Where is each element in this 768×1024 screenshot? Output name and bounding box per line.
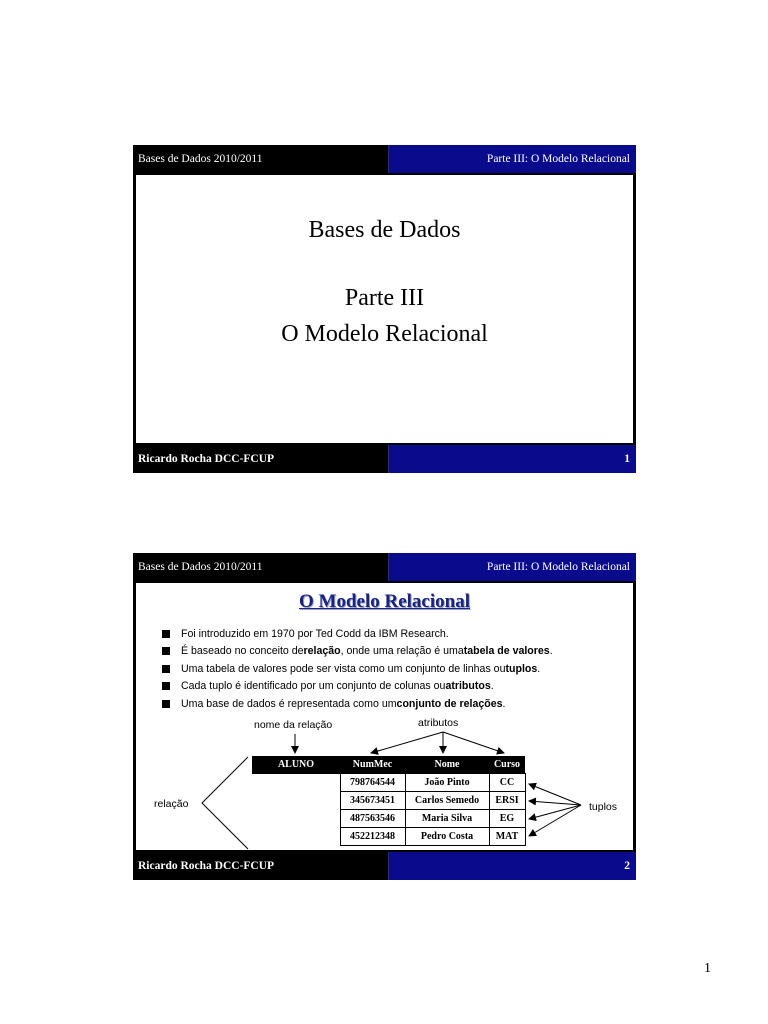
author-label: Ricardo Rocha DCC-FCUP — [133, 852, 388, 880]
course-label: Bases de Dados 2010/2011 — [133, 553, 388, 581]
slide-body — [136, 175, 633, 443]
table-cell: 487563546 — [340, 810, 405, 828]
part-label: Parte III: O Modelo Relacional — [388, 553, 636, 581]
bullet-item: Uma base de dados é representada como um conjunto de relações . — [162, 695, 553, 713]
column-header: NumMec — [340, 756, 405, 774]
slide-title: Bases de Dados — [308, 217, 461, 243]
table-cell: João Pinto — [405, 774, 489, 792]
attributes-label: atributos — [418, 717, 459, 729]
aluno-table — [252, 756, 526, 846]
slide-title: O Modelo Relacional — [299, 591, 470, 612]
slide-subtitle-topic: O Modelo Relacional — [281, 321, 488, 347]
bullet-item: Cada tuplo é identificado por um conjunto de colunas ou atributos . — [162, 678, 553, 696]
attribute-arrow — [443, 732, 504, 753]
tuple-arrow — [529, 805, 581, 836]
bullet-item: É baseado no conceito de relação , onde uma relação é uma tabela de valores . — [162, 643, 553, 661]
relation-bracket — [202, 757, 248, 849]
table-cell: Carlos Semedo — [405, 792, 489, 810]
table-cell: 345673451 — [340, 792, 405, 810]
tuple-arrow — [529, 805, 581, 819]
table-row — [252, 828, 525, 846]
relation-label: relação — [154, 798, 189, 810]
bullet-item: Uma tabela de valores pode ser vista como um conjunto de linhas ou tuplos . — [162, 660, 553, 678]
slide-header — [133, 145, 636, 173]
table-cell: EG — [489, 810, 525, 828]
tuples-label: tuplos — [589, 801, 618, 813]
bullet-item: Foi introduzido em 1970 por Ted Codd da IBM Research. — [162, 625, 553, 643]
slide-2 — [133, 553, 636, 880]
column-header: Nome — [405, 756, 489, 774]
table-cell: Pedro Costa — [405, 828, 489, 846]
attribute-arrow — [371, 732, 443, 753]
table-row — [252, 774, 525, 792]
slide-subtitle-part: Parte III — [344, 285, 425, 311]
author-label: Ricardo Rocha DCC-FCUP — [133, 445, 388, 473]
course-label: Bases de Dados 2010/2011 — [133, 145, 388, 173]
slide-number: 1 — [388, 445, 636, 473]
column-header: Curso — [489, 756, 525, 774]
table-name-cell: ALUNO — [252, 756, 340, 774]
table-row — [252, 810, 525, 828]
table-cell: Maria Silva — [405, 810, 489, 828]
table-cell: CC — [489, 774, 525, 792]
table-cell: 798764544 — [340, 774, 405, 792]
table-row — [252, 792, 525, 810]
slide-number: 2 — [388, 852, 636, 880]
table-header-row — [252, 756, 525, 774]
slide-footer — [133, 852, 636, 880]
slide-body — [136, 583, 633, 850]
slide-header — [133, 553, 636, 581]
relation-name-label: nome da relação — [254, 719, 333, 731]
table-cell: 452212348 — [340, 828, 405, 846]
slide-footer — [133, 445, 636, 473]
page-number: 1 — [704, 961, 711, 976]
part-label: Parte III: O Modelo Relacional — [388, 145, 636, 173]
slide-1 — [133, 145, 636, 473]
table-cell: MAT — [489, 828, 525, 846]
table-cell: ERSI — [489, 792, 525, 810]
